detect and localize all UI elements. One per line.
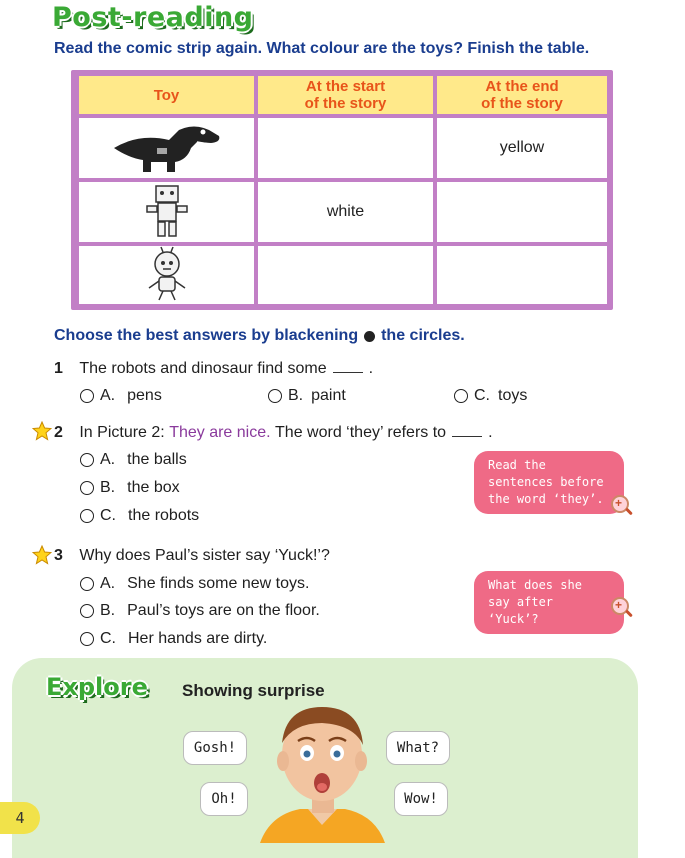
- option-label: C.: [100, 630, 116, 647]
- round-robot-start-cell[interactable]: [258, 246, 433, 304]
- option-label: C.: [474, 387, 490, 404]
- square-robot-toy-icon: [79, 182, 254, 242]
- hint-bubble-2: Read the sentences before the word ‘they’.: [474, 451, 624, 514]
- answer-circle-icon[interactable]: [80, 509, 94, 523]
- square-robot-end-cell[interactable]: [437, 182, 607, 242]
- question-text-pre: In Picture 2:: [79, 424, 165, 441]
- question-number: 1: [54, 360, 63, 377]
- header-toy: Toy: [79, 76, 254, 114]
- magnifier-icon: +: [611, 495, 629, 513]
- option-3a[interactable]: [80, 575, 309, 593]
- option-text: the balls: [127, 451, 187, 468]
- header-end: At the end of the story: [437, 76, 607, 114]
- question-1: [54, 360, 373, 378]
- dinosaur-end-cell[interactable]: yellow: [437, 118, 607, 178]
- option-label: B.: [288, 387, 304, 404]
- choose-instruction: [54, 327, 465, 345]
- answer-blank: [333, 372, 363, 373]
- option-2c[interactable]: [80, 507, 199, 525]
- answer-circle-icon[interactable]: [80, 389, 94, 403]
- option-text: Her hands are dirty.: [128, 630, 268, 647]
- question-text: Why does Paul’s sister say ‘Yuck!’?: [79, 547, 330, 564]
- option-label: A.: [100, 575, 116, 592]
- choose-instruction-tail: the circles.: [381, 327, 465, 344]
- answer-circle-icon[interactable]: [80, 481, 94, 495]
- post-reading-title: Post-reading: [52, 2, 254, 33]
- option-text: toys: [498, 387, 528, 404]
- option-label: A.: [100, 387, 116, 404]
- dinosaur-start-cell[interactable]: [258, 118, 433, 178]
- magnifier-icon: +: [611, 597, 629, 615]
- option-text: the box: [127, 479, 180, 496]
- option-1c[interactable]: [454, 387, 527, 405]
- explore-title: Explore: [46, 673, 148, 701]
- star-icon: [32, 421, 52, 441]
- option-label: B.: [100, 479, 116, 496]
- option-3c[interactable]: [80, 630, 267, 648]
- round-robot-end-cell[interactable]: [437, 246, 607, 304]
- answer-circle-icon[interactable]: [80, 604, 94, 618]
- option-text: paint: [311, 387, 346, 404]
- option-2a[interactable]: [80, 451, 187, 469]
- question-number: 2: [54, 424, 63, 441]
- page-number: 4: [0, 802, 40, 834]
- hint-bubble-3: What does she say after ‘Yuck’?: [474, 571, 624, 634]
- question-text-post: The word ‘they’ refers to: [275, 424, 447, 441]
- speech-bubble-what: What?: [386, 731, 450, 765]
- square-robot-start-cell[interactable]: white: [258, 182, 433, 242]
- explore-subtitle: Showing surprise: [182, 681, 325, 700]
- toy-colour-table: [71, 70, 613, 310]
- option-1a[interactable]: [80, 387, 162, 405]
- post-reading-instruction: Read the comic strip again. What colour are the toys? Finish the table.: [54, 40, 590, 57]
- answer-circle-icon[interactable]: [80, 632, 94, 646]
- option-text: pens: [127, 387, 162, 404]
- option-3b[interactable]: [80, 602, 320, 620]
- question-2: [54, 424, 493, 442]
- question-end: .: [368, 360, 374, 377]
- question-3: [54, 547, 330, 565]
- answer-circle-icon[interactable]: [268, 389, 282, 403]
- toy-cell-square-robot: [79, 182, 254, 242]
- speech-bubble-gosh: Gosh!: [183, 731, 247, 765]
- round-robot-toy-icon: [79, 246, 254, 304]
- toy-cell-dinosaur: [79, 118, 254, 178]
- answer-circle-icon[interactable]: [80, 453, 94, 467]
- option-label: C.: [100, 507, 116, 524]
- question-number: 3: [54, 547, 63, 564]
- option-1b[interactable]: [268, 387, 346, 405]
- question-end: .: [488, 424, 493, 441]
- header-start: At the start of the story: [258, 76, 433, 114]
- surprised-boy-illustration: [250, 703, 395, 843]
- choose-instruction-text: Choose the best answers by blackening: [54, 327, 359, 344]
- star-icon: [32, 545, 52, 565]
- question-quote: They are nice.: [169, 424, 271, 441]
- speech-bubble-wow: Wow!: [394, 782, 448, 816]
- filled-circle-icon: [364, 331, 375, 342]
- speech-bubble-oh: Oh!: [200, 782, 248, 816]
- option-text: Paul’s toys are on the floor.: [127, 602, 320, 619]
- toy-cell-round-robot: [79, 246, 254, 304]
- option-text: She finds some new toys.: [127, 575, 310, 592]
- option-2b[interactable]: [80, 479, 180, 497]
- option-text: the robots: [128, 507, 200, 524]
- option-label: B.: [100, 602, 116, 619]
- dinosaur-toy-icon: [79, 118, 254, 178]
- answer-circle-icon[interactable]: [454, 389, 468, 403]
- option-label: A.: [100, 451, 116, 468]
- answer-blank: [452, 436, 482, 437]
- answer-circle-icon[interactable]: [80, 577, 94, 591]
- question-text: The robots and dinosaur find some: [79, 360, 327, 377]
